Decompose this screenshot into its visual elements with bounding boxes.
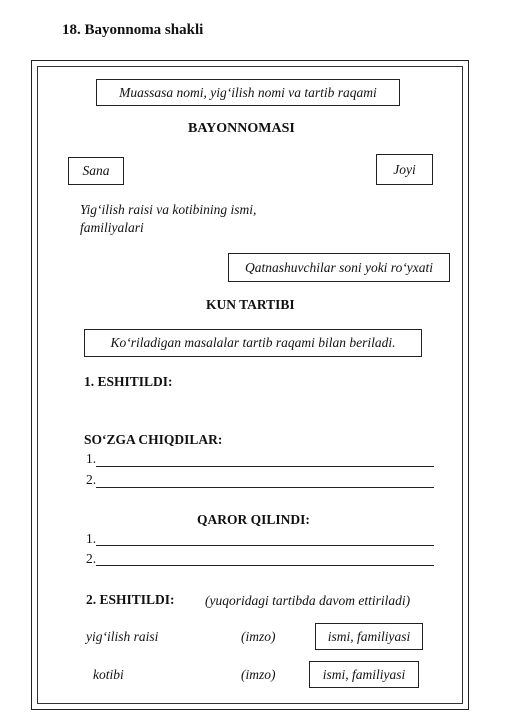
chair-signature-label: (imzo) <box>241 629 276 644</box>
speakers-title: SO‘ZGA CHIQDILAR: <box>84 432 223 447</box>
heard-2-note: (yuqoridagi tartibda davom ettiriladi) <box>205 593 411 608</box>
place-box: Joyi <box>376 154 433 185</box>
chair-role-label: yig‘ilish raisi <box>86 629 159 644</box>
document-title: BAYONNOMASI <box>188 121 295 136</box>
date-box: Sana <box>68 157 124 185</box>
agenda-title: KUN TARTIBI <box>206 297 295 312</box>
chair-secretary-text-2: familiyalari <box>80 220 144 235</box>
chair-name-box: ismi, familiyasi <box>315 623 423 650</box>
heard-1-label: 1. ESHITILDI: <box>84 374 173 389</box>
speaker-line-2 <box>96 487 434 488</box>
decision-title: QAROR QILINDI: <box>197 512 310 527</box>
decision-line-1 <box>96 545 434 546</box>
organization-box: Muassasa nomi, yig‘ilish nomi va tartib raqami <box>96 79 400 106</box>
participants-box: Qatnashuvchilar soni yoki ro‘yxati <box>228 253 450 282</box>
secretary-name-box: ismi, familiyasi <box>309 661 419 688</box>
speaker-line-2-number: 2. <box>86 472 97 487</box>
agenda-box: Ko‘riladigan masalalar tartib raqami bilan beriladi. <box>84 329 422 357</box>
decision-line-2-number: 2. <box>86 551 97 566</box>
secretary-role-label: kotibi <box>93 667 124 682</box>
decision-line-1-number: 1. <box>86 531 97 546</box>
speaker-line-1 <box>96 466 434 467</box>
secretary-signature-label: (imzo) <box>241 667 276 682</box>
page-heading: 18. Bayonnoma shakli <box>62 22 204 38</box>
speaker-line-1-number: 1. <box>86 451 97 466</box>
decision-line-2 <box>96 565 434 566</box>
chair-secretary-text: Yig‘ilish raisi va kotibining ismi, <box>80 202 257 217</box>
heard-2-label: 2. ESHITILDI: <box>86 592 175 607</box>
